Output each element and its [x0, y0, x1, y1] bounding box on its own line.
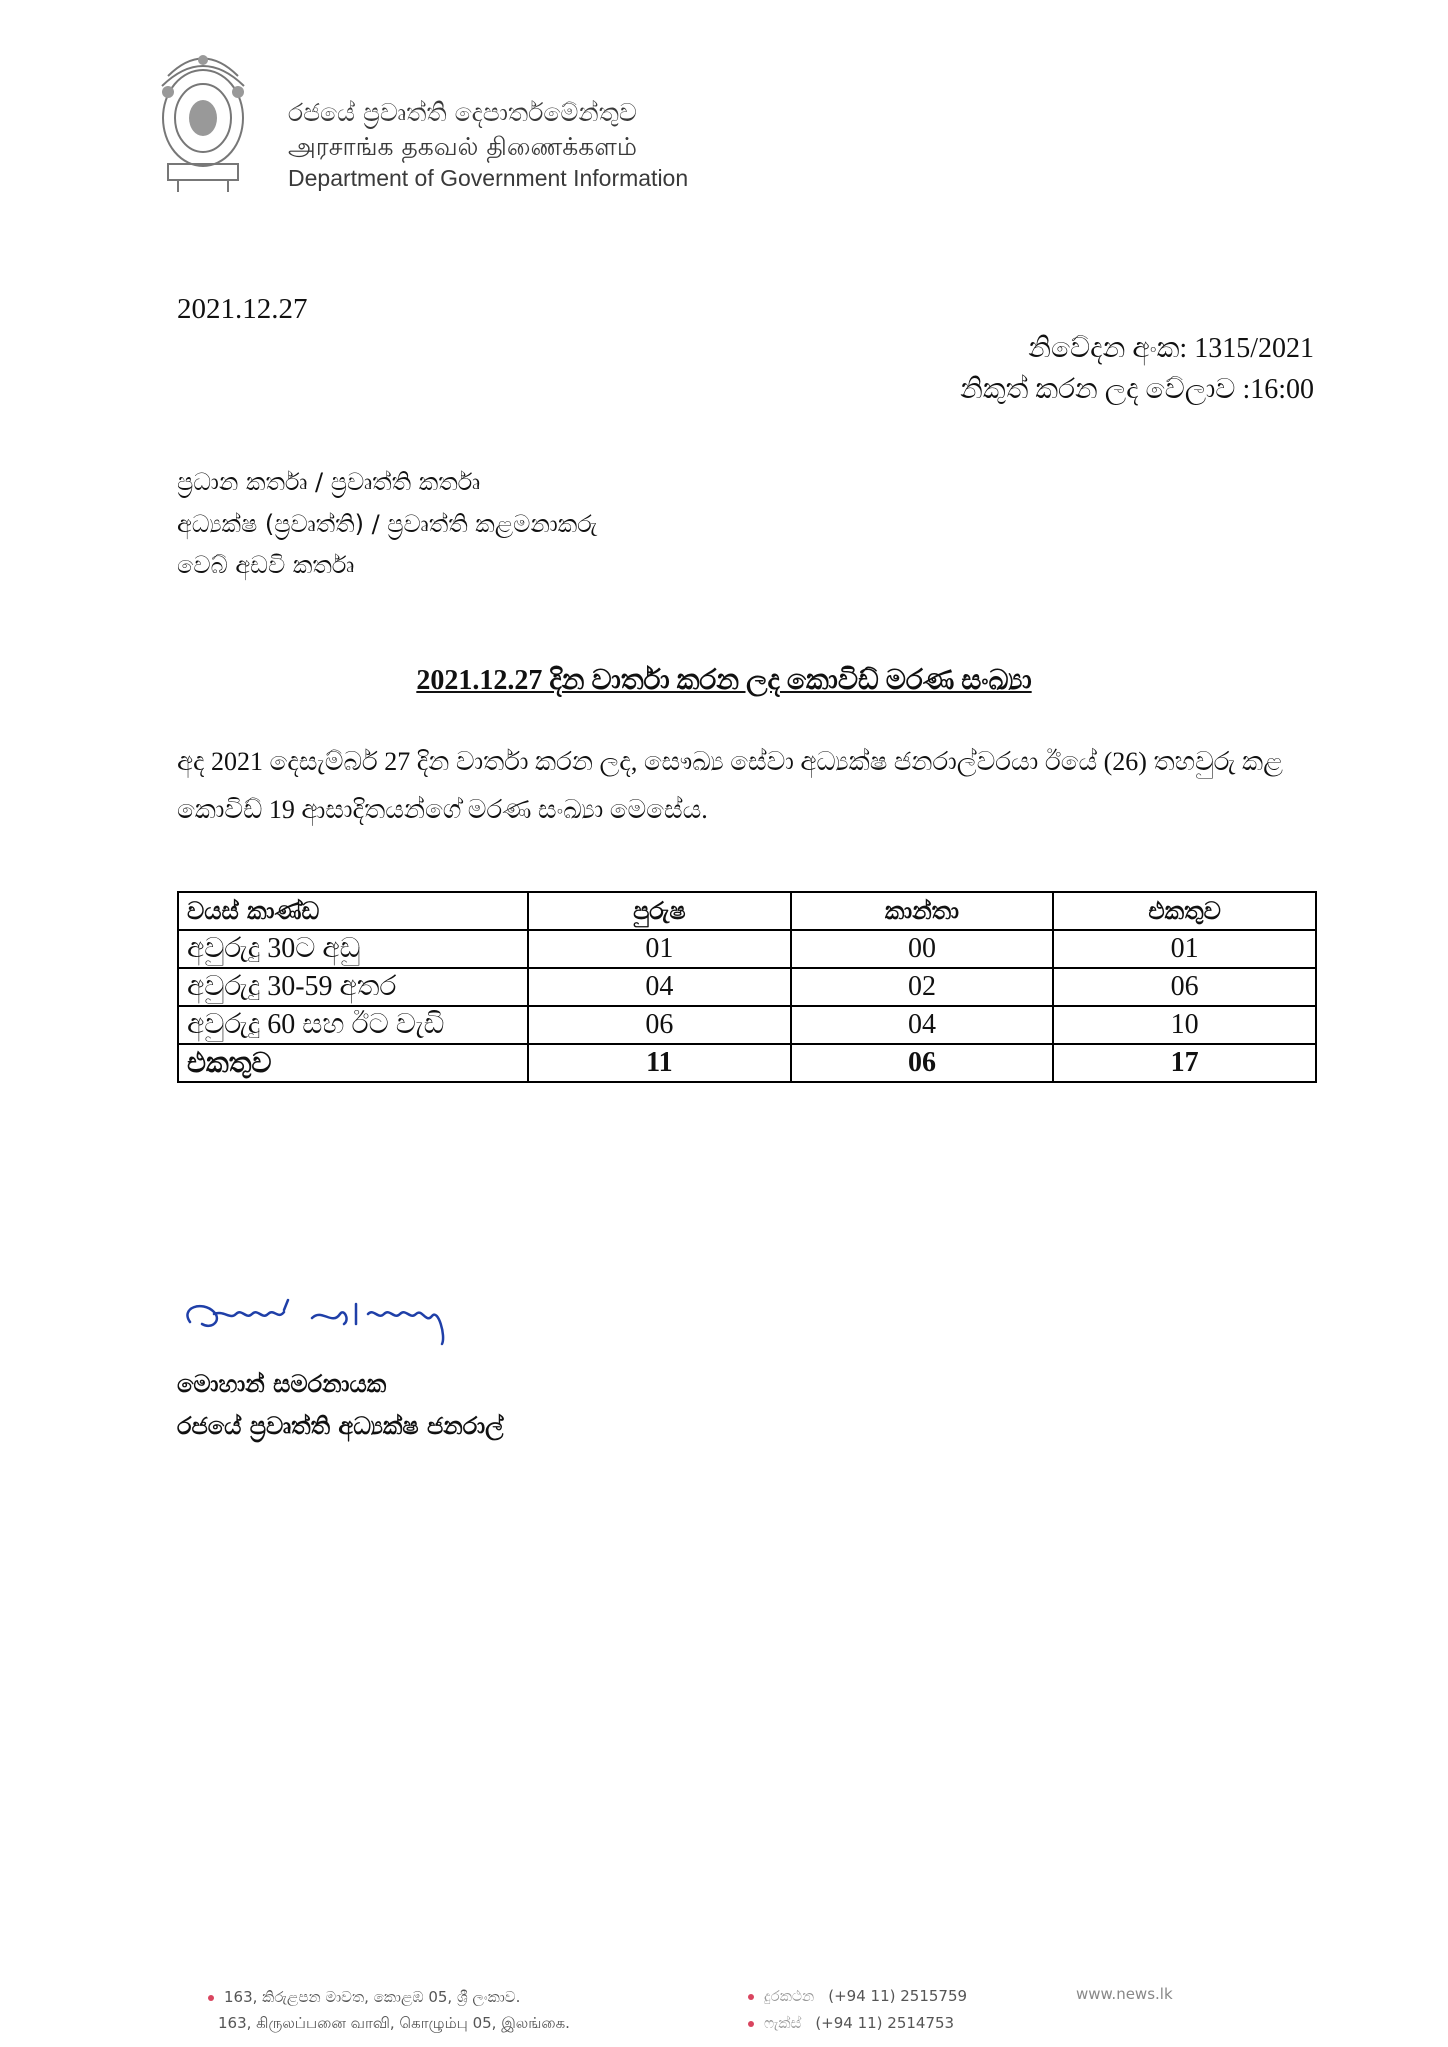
handwritten-signature: [172, 1290, 502, 1354]
table-row: [178, 930, 1316, 968]
document-date: 2021.12.27: [177, 293, 308, 325]
bullet-icon: [748, 2021, 754, 2027]
signer-title: රජයේ ප්‍රවෘත්ති අධ්‍යක්ෂ ජනරාල්: [177, 1412, 504, 1440]
age-group-cell: අවුරුදු 30-59 අතර: [178, 968, 528, 1006]
telephone-number: (+94 11) 2515759: [828, 1987, 968, 2005]
footer-website-link[interactable]: www.news.lk: [1076, 1985, 1173, 2003]
female-cell: 00: [791, 930, 1054, 968]
column-header-total: එකතුව: [1053, 892, 1316, 930]
column-header-female: කාන්තා: [791, 892, 1054, 930]
table-row: [178, 1006, 1316, 1044]
document-heading: [0, 665, 1448, 697]
footer-address-tamil: 163, கிருலப்பனை வாவி, கொழும்பு 05, இலங்கை.: [218, 2014, 570, 2032]
fax-number: (+94 11) 2514753: [815, 2014, 955, 2032]
release-time: නිකුත් කරන ලද වේලාව :16:00: [960, 374, 1314, 405]
footer-fax: [748, 2014, 954, 2032]
total-label-cell: එකතුව: [178, 1044, 528, 1082]
state-emblem-icon: [148, 46, 258, 194]
total-cell: 01: [1053, 930, 1316, 968]
total-cell: 06: [1053, 968, 1316, 1006]
column-header-age-group: වයස් කාණ්ඩ: [178, 892, 528, 930]
footer-telephone: [748, 1987, 967, 2005]
male-cell: 06: [528, 1006, 791, 1044]
total-cell: 10: [1053, 1006, 1316, 1044]
grand-total-cell: 17: [1053, 1044, 1316, 1082]
age-group-cell: අවුරුදු 30ට අඩු: [178, 930, 528, 968]
table-row: [178, 968, 1316, 1006]
male-cell: 01: [528, 930, 791, 968]
addressee-line: අධ්‍යක්ෂ (ප්‍රවෘත්ති) / ප්‍රවෘත්ති කළමනාකරු: [177, 510, 598, 538]
column-header-male: පුරුෂ: [528, 892, 791, 930]
table-total-row: [178, 1044, 1316, 1082]
signer-name: මොහාන් සමරනායක: [177, 1370, 387, 1398]
bullet-icon: [208, 1995, 214, 2001]
department-name-tamil: அரசாங்க தகவல் திணைக்களம்: [288, 132, 637, 161]
addressee-line: වෙබ් අඩවි කර්තෘ: [177, 551, 355, 579]
telephone-label: දුරකථන: [764, 1987, 815, 2005]
addressee-line: ප්‍රධාන කර්තෘ / ප්‍රවෘත්ති කර්තෘ: [177, 468, 481, 496]
male-cell: 04: [528, 968, 791, 1006]
department-name-english: Department of Government Information: [288, 165, 689, 191]
table-header-row: [178, 892, 1316, 930]
heading-text: 2021.12.27 දින වාර්තා කරන ලද කොවිඩ් මරණ සංඛ්‍යා: [416, 665, 1032, 696]
fax-label: ෆැක්ස්: [764, 2014, 802, 2032]
reference-number: නිවේදන අංක: 1315/2021: [1028, 333, 1314, 364]
body-paragraph: අද 2021 දෙසැම්බර් 27 දින වාර්තා කරන ලද, සෞඛ්‍ය සේවා අධ්‍යක්ෂ ජනරාල්වරයා ඊයේ (26) තහවුරු කළ කොවිඩ් 19 ආසාදිතයන්ගේ මරණ සංඛ්‍යා මෙසේය.: [177, 747, 1283, 824]
male-total-cell: 11: [528, 1044, 791, 1082]
footer-address-text: 163, කිරුළපන මාවත, කොළඹ 05, ශ්‍රී ලංකාව.: [224, 1988, 521, 2006]
footer-address-sinhala: [208, 1988, 520, 2006]
age-group-cell: අවුරුදු 60 සහ ඊට වැඩි: [178, 1006, 528, 1044]
covid-deaths-table: [177, 891, 1317, 1083]
bullet-icon: [748, 1994, 754, 2000]
female-cell: 02: [791, 968, 1054, 1006]
female-total-cell: 06: [791, 1044, 1054, 1082]
female-cell: 04: [791, 1006, 1054, 1044]
department-name-sinhala: රජයේ ප්‍රවෘත්ති දෙපාර්තමේන්තුව: [288, 98, 637, 127]
